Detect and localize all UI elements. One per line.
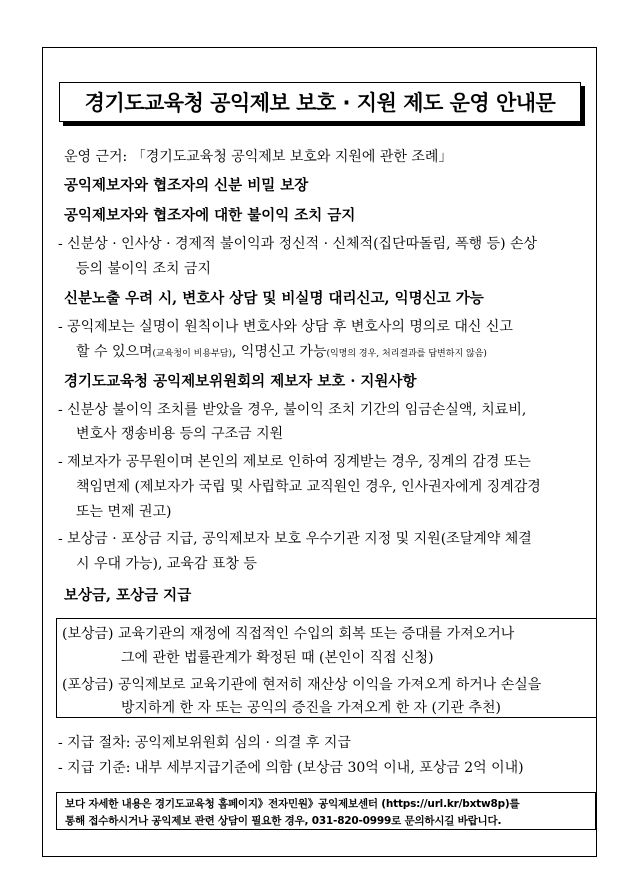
- reward-prize-line1: (포상금) 공익제보로 교육기관에 현저히 재산상 이익을 가져오게 하거나 손실을: [62, 677, 542, 693]
- legal-basis: 운영 근거: 「경기도교육청 공익제보 보호와 지원에 관한 조례」: [64, 149, 453, 165]
- anonymous-text-c: , 익명신고 가능: [231, 344, 327, 360]
- no-retaliation-bullet-line2: 등의 불이익 조치 금지: [76, 261, 212, 277]
- section-no-retaliation: 공익제보자와 협조자에 대한 불이익 조치 금지: [64, 207, 356, 224]
- support-bullet1-line1: - 신분상 불이익 조치를 받았을 경우, 불이익 조치 기간의 임금손실액, 치료비,: [58, 402, 527, 418]
- reward-definition-box: [56, 618, 597, 718]
- reward-compensation-line1: (보상금) 교육기관의 재정에 직접적인 수입의 회복 또는 증대를 가져오거나: [62, 626, 515, 642]
- anonymous-note-result: (익명의 경우, 처리결과를 답변하지 않음): [326, 349, 487, 359]
- anonymous-note-cost: (교육청이 비용부담): [152, 349, 232, 359]
- section-rewards: 보상금, 포상금 지급: [64, 587, 192, 604]
- contact-line1: 보다 자세한 내용은 경기도교육청 홈페이지》전자민원》공익제보센터 (https://url.kr/bxtw8p)를: [65, 798, 520, 810]
- section-identity-protection: 공익제보자와 협조자의 신분 비밀 보장: [64, 177, 309, 194]
- payment-criteria: - 지급 기준: 내부 세부지급기준에 의함 (보상금 30억 이내, 포상금 2억 이내): [58, 760, 524, 776]
- section-committee-support: 경기도교육청 공익제보위원회의 제보자 보호 · 지원사항: [64, 373, 417, 390]
- reward-prize-line2: 방지하게 한 자 또는 공익의 증진을 가져오게 한 자 (기관 추천): [121, 700, 502, 716]
- title-box: [59, 82, 581, 122]
- payment-procedure: - 지급 절차: 공익제보위원회 심의 · 의결 후 지급: [58, 735, 351, 751]
- anonymous-bullet-line1: - 공익제보는 실명이 원칙이나 변호사와 상담 후 변호사의 명의로 대신 신고: [58, 319, 513, 335]
- reward-compensation-line2: 그에 관한 법률관계가 확정된 때 (본인이 직접 신청): [121, 650, 434, 666]
- support-bullet3-line2: 시 우대 가능), 교육감 표창 등: [76, 556, 257, 572]
- support-bullet1-line2: 변호사 쟁송비용 등의 구조금 지원: [76, 426, 284, 442]
- support-bullet2-line3: 또는 면제 권고): [76, 504, 172, 520]
- support-bullet2-line2: 책임면제 (제보자가 국립 및 사립학교 교직원인 경우, 인사권자에게 징계감경: [76, 479, 541, 495]
- contact-line2: 통해 접수하시거나 공익제보 관련 상담이 필요한 경우, 031-820-0999로 문의하시길 바랍니다.: [65, 815, 502, 827]
- no-retaliation-bullet-line1: - 신분상 · 인사상 · 경제적 불이익과 정신적 · 신체적(집단따돌림, 폭행 등) 손상: [58, 236, 538, 252]
- section-anonymous-report: 신분노출 우려 시, 변호사 상담 및 비실명 대리신고, 익명신고 가능: [64, 290, 484, 307]
- anonymous-bullet-line2: [76, 342, 487, 364]
- anonymous-text-a: 할 수 있으며: [76, 344, 153, 360]
- page-title: 경기도교육청 공익제보 보호 · 지원 제도 운영 안내문: [84, 91, 556, 115]
- support-bullet3-line1: - 보상금 · 포상금 지급, 공익제보자 보호 우수기관 지정 및 지원(조달계약 체결: [58, 531, 532, 547]
- contact-info-box: [56, 792, 596, 830]
- support-bullet2-line1: - 제보자가 공무원이며 본인의 제보로 인하여 징계받는 경우, 징계의 감경 또는: [58, 454, 531, 470]
